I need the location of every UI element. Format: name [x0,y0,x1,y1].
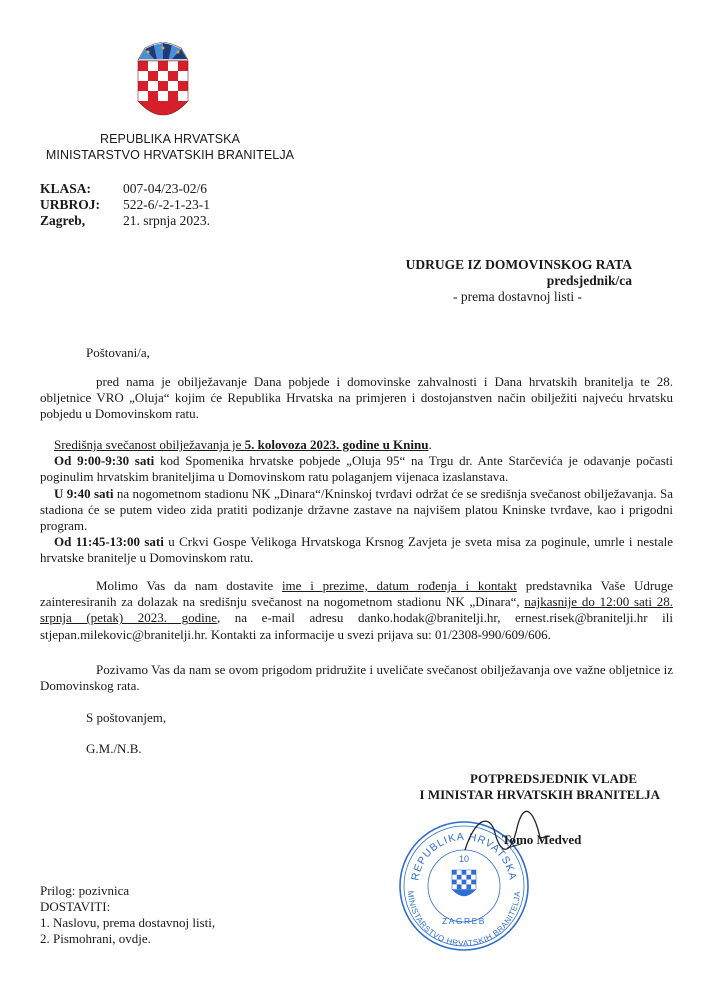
klasa-label: KLASA: [40,181,92,196]
distribution-item: 1. Naslovu, prema dostavnoj listi, [40,915,216,930]
greeting: Poštovani/a, [86,345,150,360]
stamp-city: ZAGREB [442,916,486,926]
initials: G.M./N.B. [86,741,142,756]
klasa-value: 007-04/23-02/6 [123,181,207,196]
stamp-bottom-text: MINISTARSTVO HRVATSKIH BRANITELJA [405,890,523,949]
schedule-text-3: u Crkvi Gospe Velikoga Hrvatskoga Krsnog Zavjeta je sveta misa za poginule, umrle i nestale hrvatske branitelje u Domovinskom ratu. [40,534,673,566]
recipient-line2: predsjednik/ca [546,273,632,288]
schedule-text-1: kod Spomenika hrvatske pobjede „Oluja 95“ na Trgu dr. Ante Starčevića je odavanje počasti poginulim hrvatskim braniteljima u Domovinskom ratu polaganjem vijenaca izaslanstava. [40,453,673,485]
signatory-title [360,771,660,803]
schedule-time-2: U 9:40 sati [54,485,114,501]
date-value: 21. srpnja 2023. [123,213,210,228]
schedule-text-2: na nogometnom stadionu NK „Dinara“/Kninskoj tvrđavi održat će se središnja svečanost obilježavanja. Sa stadiona će se putem video zida pratiti podizanje državne zastave na najvišem platou Kninske tvrđave, kao i prigodni program. [40,485,674,534]
stamp-number: 10 [458,854,470,864]
coat-of-arms-logo [136,42,190,124]
document-meta [40,181,210,229]
signatory-name: Tomo Medved [502,832,582,847]
central-event-text: Središnja svečanost obilježavanja je [54,437,245,452]
request-underlined-1: ime i prezime, datum rođenja i kontakt [281,578,517,593]
handwritten-signature [455,808,575,868]
request-contacts: , na e-mail adresu danko.hodak@branitelji.hr, ernest.risek@branitelji.hr ili stjepan.milekovic@branitelji.hr. Kontakti za informacije u svezi prijava su: 01/2308-990/609/606. [40,610,673,642]
recipient-line3: - prema dostavnoj listi - [453,289,582,304]
schedule-time-3: Od 11:45-13:00 sati [54,534,164,550]
ministry-name: MINISTARSTVO HRVATSKIH BRANITELJA [45,148,295,162]
paragraph-invitation [40,662,673,694]
crown [138,42,188,60]
intro-text: pred nama je obilježavanje Dana pobjede i domovinske zahvalnosti i Dana hrvatskih branitelja te 28. obljetnice VRO „Oluja“ kojim će Republika Hrvatska na primjeren i dostojanstven način obilježiti najveću hrvatsku pobjedu u Domovinskom ratu. [40,374,673,422]
recipient-block [340,257,632,305]
request-deadline: najkasnije do 12:00 sati 28. srpnja (petak) 2023. godine [40,594,674,626]
urbroj-value: 522-6/-2-1-23-1 [123,197,210,212]
central-event-date: 5. kolovoza 2023. godine u Kninu [244,437,429,452]
urbroj-label: URBROJ: [40,197,100,212]
stamp-top-text: REPUBLIKA HRVATSKA [409,830,519,882]
distribution-item: 2. Pismohrani, ovdje. [40,931,151,946]
request-text-b: predstavnika Vaše Udruge zainteresiranih za dolazak na središnju svečanost na nogometnom stadionu NK „Dinara“, [40,578,673,610]
recipient-line1: UDRUGE IZ DOMOVINSKOG RATA [405,257,632,272]
footer-block [40,883,215,947]
republic-name: REPUBLIKA HRVATSKA [99,132,241,146]
paragraph-intro [40,374,673,423]
place-label: Zagreb, [40,213,86,228]
schedule-time-1: Od 9:00-9:30 sati [54,453,155,469]
invitation-text: Pozivamo Vas da nam se ovom prigodom pridružite i uveličate svečanost obilježavanja ove važne obljetnice iz Domovinskog rata. [40,662,673,694]
request-text-a: Molimo Vas da nam dostavite [96,578,282,593]
closing: S poštovanjem, [86,710,167,725]
signatory-line1: POTPREDSJEDNIK VLADE [470,771,637,786]
signatory-line2: I MINISTAR HRVATSKIH BRANITELJA [419,787,660,802]
paragraph-request [40,578,673,643]
distribution-heading: DOSTAVITI: [40,899,111,914]
ministry-header [40,131,300,163]
attachment-note: Prilog: pozivnica [40,883,130,898]
central-event-end: . [428,437,432,452]
paragraph-schedule [40,437,673,567]
